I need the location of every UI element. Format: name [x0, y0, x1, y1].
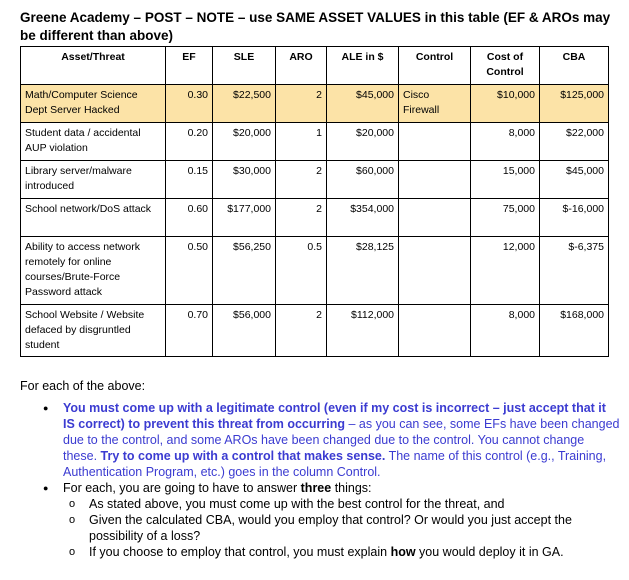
cell-asset: School Website / Website defaced by disgruntled student — [21, 305, 166, 357]
cell-sle: $56,250 — [213, 237, 276, 305]
header-ale: ALE in $ — [327, 47, 399, 85]
cell-cost: 8,000 — [471, 123, 540, 161]
header-cost-of-control: Cost of Control — [471, 47, 540, 85]
cell-cba: $168,000 — [540, 305, 609, 357]
header-sle: SLE — [213, 47, 276, 85]
cell-ale: $45,000 — [327, 85, 399, 123]
instructions-intro: For each of the above: — [20, 379, 146, 393]
cell-cba: $22,000 — [540, 123, 609, 161]
cell-cost: 8,000 — [471, 305, 540, 357]
instruction-sub-item — [89, 544, 620, 560]
instruction-sub-deploy-pre: If you choose to employ that control, you must explain — [89, 545, 391, 559]
cell-asset: Ability to access network remotely for online courses/Brute-Force Password attack — [21, 237, 166, 305]
cell-aro: 0.5 — [276, 237, 327, 305]
table-row — [21, 123, 609, 161]
cell-ale: $354,000 — [327, 199, 399, 237]
cell-control — [399, 237, 471, 305]
cell-ef: 0.30 — [166, 85, 213, 123]
cell-ef: 0.15 — [166, 161, 213, 199]
cell-ale: $20,000 — [327, 123, 399, 161]
cell-cba: $-16,000 — [540, 199, 609, 237]
instructions — [20, 378, 620, 560]
instruction-answers-count: three — [300, 481, 332, 495]
table-row — [21, 161, 609, 199]
cell-cost: $10,000 — [471, 85, 540, 123]
instruction-sub-item: o Given the calculated CBA, would you employ that control? Or would you just accept the possibility of a loss? — [89, 512, 620, 544]
cell-ale: $28,125 — [327, 237, 399, 305]
table-row — [21, 85, 609, 123]
page-title: Greene Academy – POST – NOTE – use SAME ASSET VALUES in this table (EF & AROs may be different than above) — [20, 10, 611, 43]
cell-control — [399, 123, 471, 161]
cell-cba: $-6,375 — [540, 237, 609, 305]
instruction-control-advice: Try to come up with a control that makes sense. — [100, 449, 386, 463]
table-row — [21, 199, 609, 237]
cell-ale: $60,000 — [327, 161, 399, 199]
cell-control — [399, 305, 471, 357]
header-aro: ARO — [276, 47, 327, 85]
cell-aro: 2 — [276, 305, 327, 357]
instruction-control-emphasis: You must come up with a legitimate control (even if my cost is incorrect – just accept that it IS correct) to prevent this threat from occurring — [63, 401, 606, 431]
instruction-sub-list — [63, 496, 620, 560]
instruction-list — [20, 400, 620, 560]
cell-ef: 0.60 — [166, 199, 213, 237]
cell-sle: $177,000 — [213, 199, 276, 237]
instruction-answers-pre: For each, you are going to have to answer — [63, 481, 301, 495]
cell-ale: $112,000 — [327, 305, 399, 357]
cell-control — [399, 199, 471, 237]
risk-table — [20, 46, 609, 357]
cell-aro: 1 — [276, 123, 327, 161]
cell-asset: School network/DoS attack — [21, 199, 166, 237]
header-asset-threat: Asset/Threat — [21, 47, 166, 85]
cell-cost: 15,000 — [471, 161, 540, 199]
cell-sle: $30,000 — [213, 161, 276, 199]
header-cba: CBA — [540, 47, 609, 85]
instruction-item-control — [63, 400, 620, 480]
cell-asset: Library server/malware introduced — [21, 161, 166, 199]
header-control: Control — [399, 47, 471, 85]
cell-control — [399, 161, 471, 199]
cell-asset: Math/Computer Science Dept Server Hacked — [21, 85, 166, 123]
cell-ef: 0.50 — [166, 237, 213, 305]
cell-ef: 0.20 — [166, 123, 213, 161]
instruction-item-answers — [63, 480, 620, 560]
cell-control: Cisco Firewall — [399, 85, 471, 123]
instruction-sub-deploy-post: you would deploy it in GA. — [415, 545, 564, 559]
cell-cost: 75,000 — [471, 199, 540, 237]
instruction-control-column-note: The name of this control (e.g., Training, Authentication Program, etc.) goes in the column Control. — [63, 449, 607, 479]
cell-sle: $56,000 — [213, 305, 276, 357]
cell-asset: Student data / accidental AUP violation — [21, 123, 166, 161]
table-row — [21, 305, 609, 357]
cell-aro: 2 — [276, 85, 327, 123]
table-header-row — [21, 47, 609, 85]
instruction-sub-item: o As stated above, you must come up with the best control for the threat, and — [89, 496, 620, 512]
header-ef: EF — [166, 47, 213, 85]
cell-ef: 0.70 — [166, 305, 213, 357]
cell-aro: 2 — [276, 199, 327, 237]
instruction-answers-post: things: — [331, 481, 372, 495]
cell-aro: 2 — [276, 161, 327, 199]
cell-sle: $22,500 — [213, 85, 276, 123]
cell-cba: $125,000 — [540, 85, 609, 123]
cell-sle: $20,000 — [213, 123, 276, 161]
instruction-sub-deploy-how: how — [390, 545, 416, 559]
cell-cost: 12,000 — [471, 237, 540, 305]
table-row — [21, 237, 609, 305]
instruction-control-note: – as you can see, some EFs have been changed due to the control, and some AROs have been changed due to the control. You cannot change these. — [63, 417, 620, 463]
cell-cba: $45,000 — [540, 161, 609, 199]
